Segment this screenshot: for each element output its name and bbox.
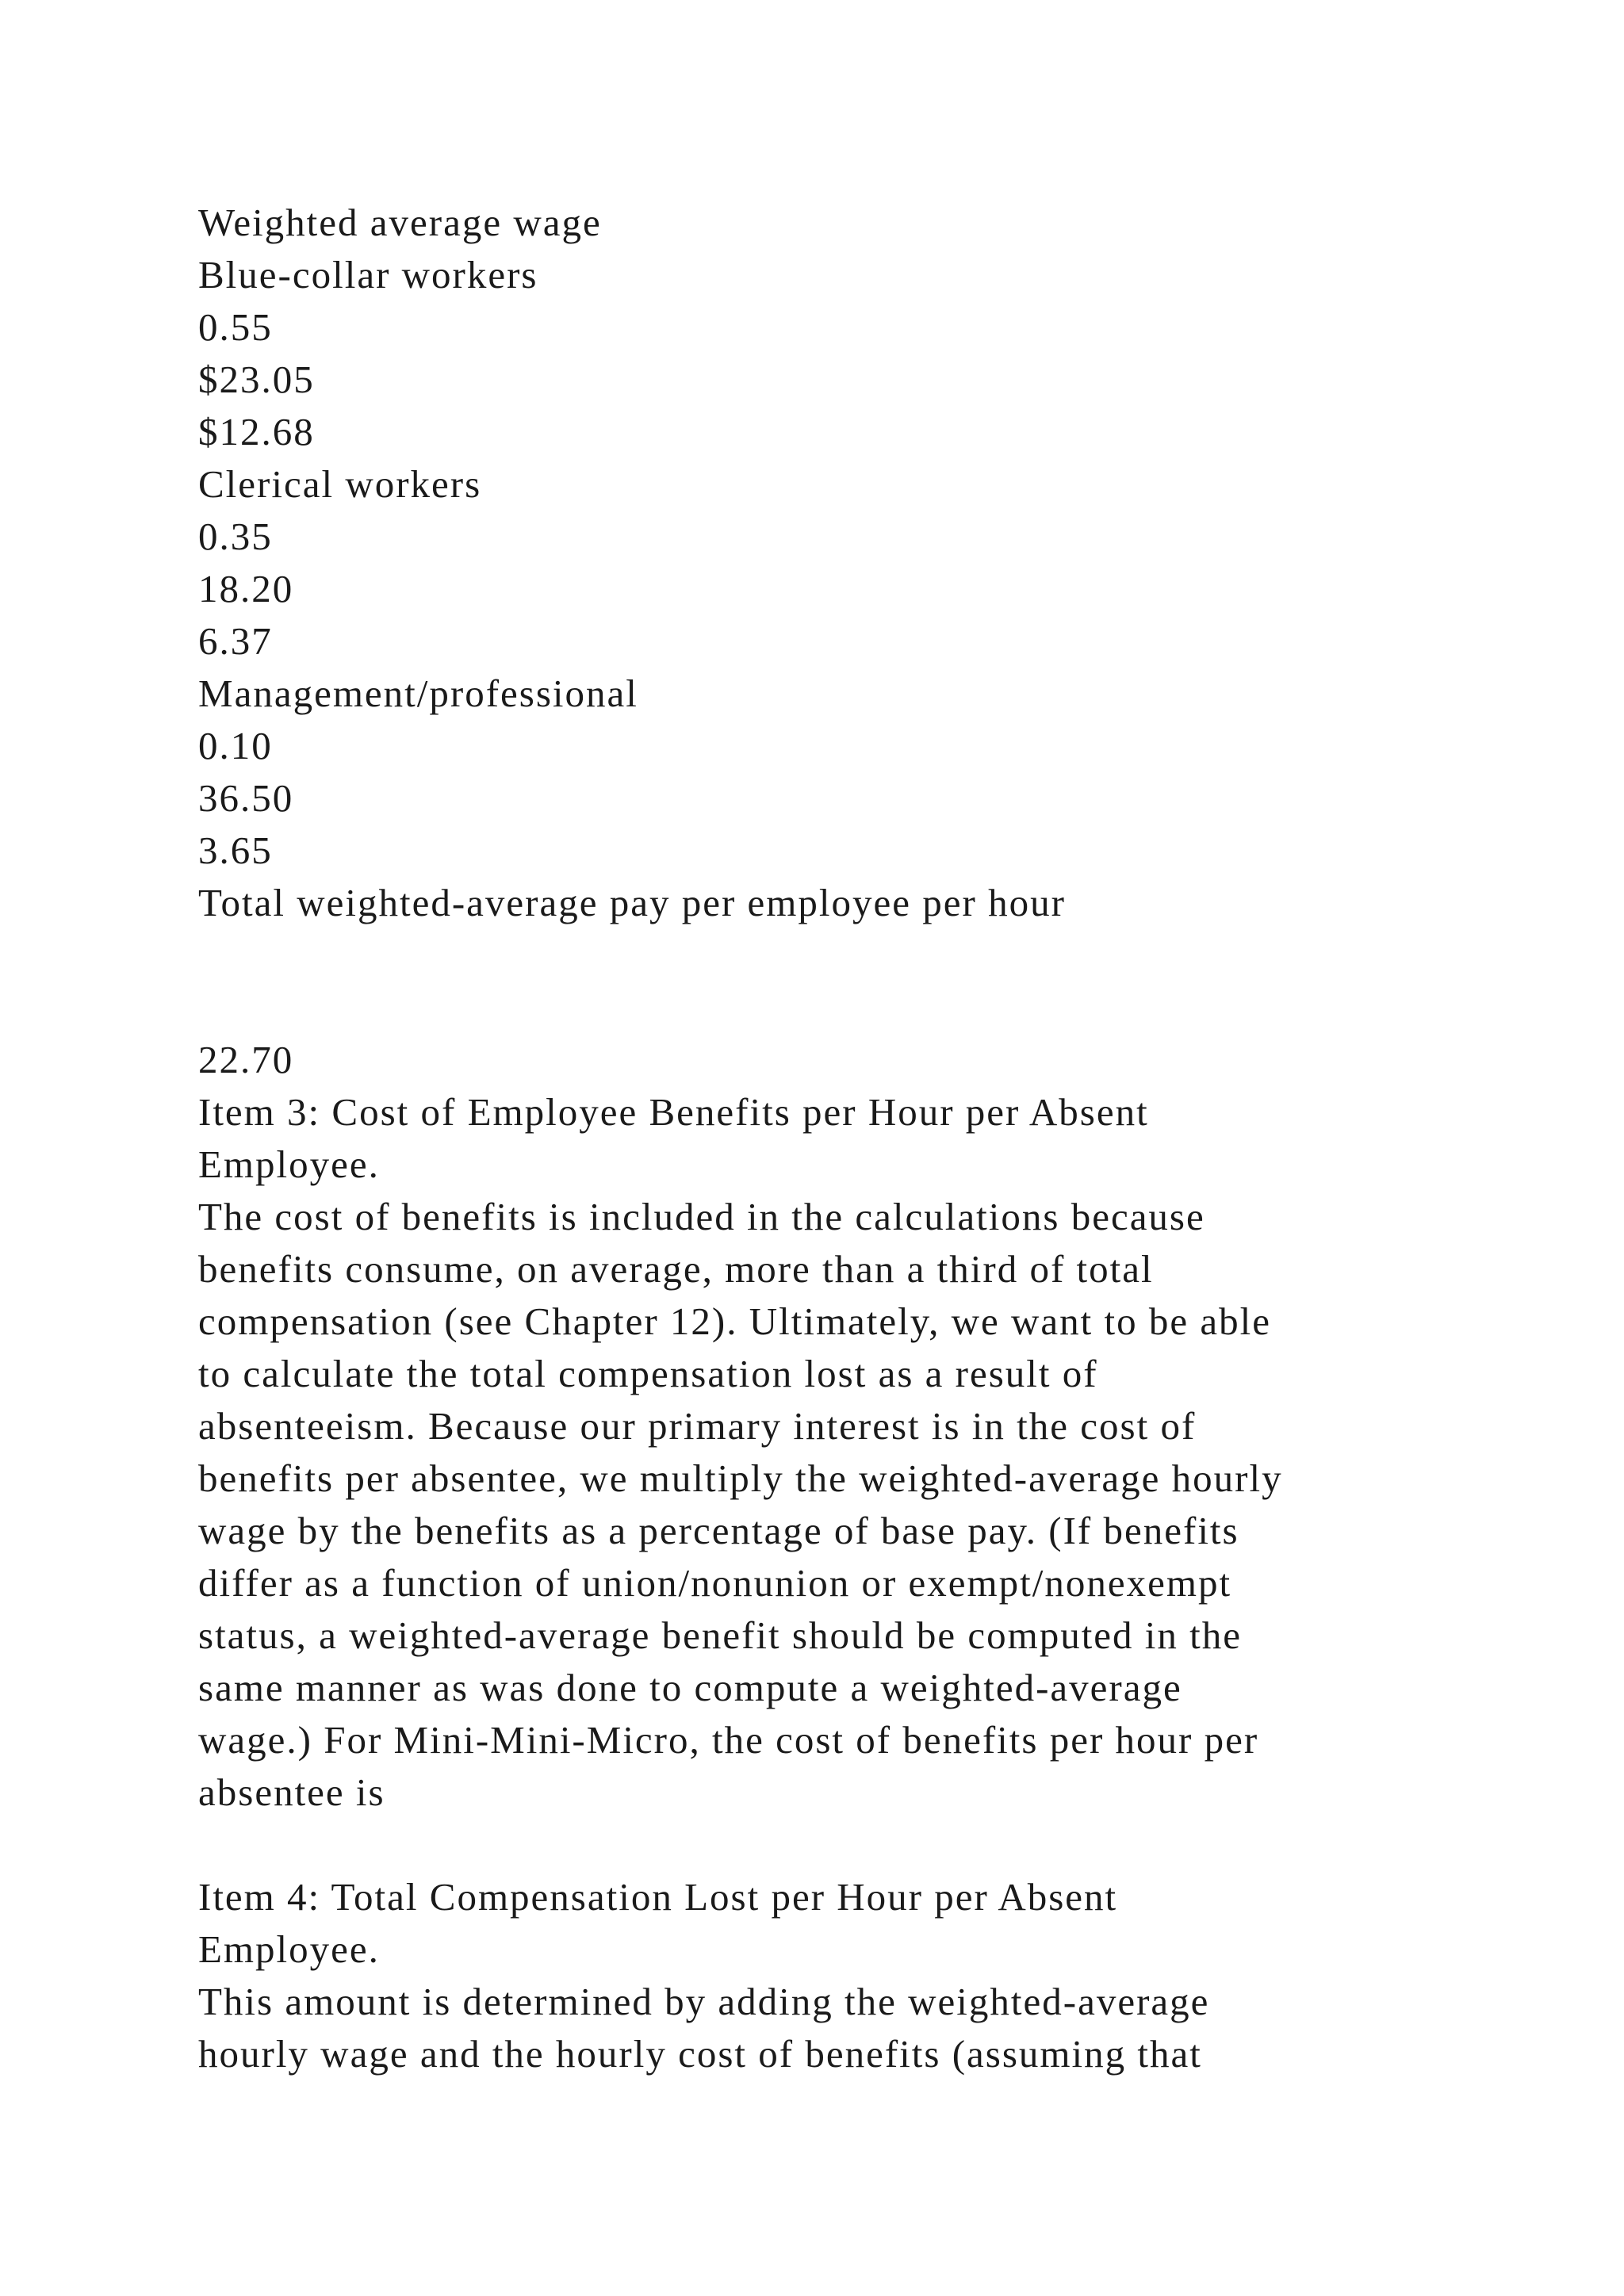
paragraph-line: differ as a function of union/nonunion or exempt/nonexempt <box>198 1561 1232 1605</box>
item4-body <box>198 1976 1435 2080</box>
row-label: Management/professional <box>198 672 638 715</box>
paragraph-line: same manner as was done to compute a weighted-average <box>198 1666 1182 1709</box>
spacer <box>198 929 1435 982</box>
row-wage: 18.20 <box>198 567 294 610</box>
paragraph-line: This amount is determined by adding the weighted-average <box>198 1980 1210 2023</box>
row-wage: $23.05 <box>198 358 315 401</box>
table-heading: Weighted average wage <box>198 201 602 244</box>
paragraph-line: wage.) For Mini-Mini-Micro, the cost of benefits per hour per <box>198 1718 1259 1762</box>
paragraph-line: absenteeism. Because our primary interest is in the cost of <box>198 1404 1197 1448</box>
row-label: Blue-collar workers <box>198 253 538 297</box>
item3-body <box>198 1191 1435 1819</box>
spacer <box>198 982 1435 1034</box>
row-weighted: 3.65 <box>198 828 273 872</box>
row-label: Clerical workers <box>198 462 482 506</box>
row-proportion: 0.10 <box>198 724 273 767</box>
item4-heading-cont: Employee. <box>198 1927 380 1971</box>
row-proportion: 0.35 <box>198 515 273 558</box>
document-page <box>198 197 1435 2080</box>
item4-heading: Item 4: Total Compensation Lost per Hour per Absent <box>198 1875 1118 1919</box>
row-wage: 36.50 <box>198 776 294 820</box>
paragraph-line: benefits per absentee, we multiply the weighted-average hourly <box>198 1456 1283 1500</box>
total-value: 22.70 <box>198 1038 294 1081</box>
paragraph-line: hourly wage and the hourly cost of benefits (assuming that <box>198 2032 1202 2076</box>
row-weighted: $12.68 <box>198 410 315 453</box>
paragraph-line: to calculate the total compensation lost as a result of <box>198 1352 1098 1395</box>
item3-heading: Item 3: Cost of Employee Benefits per Hour per Absent <box>198 1090 1149 1134</box>
paragraph-line: absentee is <box>198 1770 385 1814</box>
spacer <box>198 1819 1435 1871</box>
total-label: Total weighted-average pay per employee per hour <box>198 881 1066 924</box>
row-proportion: 0.55 <box>198 305 273 349</box>
paragraph-line: status, a weighted-average benefit should be computed in the <box>198 1613 1243 1657</box>
paragraph-line: compensation (see Chapter 12). Ultimately, we want to be able <box>198 1299 1271 1343</box>
paragraph-line: The cost of benefits is included in the calculations because <box>198 1195 1205 1238</box>
paragraph-line: benefits consume, on average, more than a third of total <box>198 1247 1154 1291</box>
item3-heading-cont: Employee. <box>198 1142 380 1186</box>
row-weighted: 6.37 <box>198 619 273 663</box>
paragraph-line: wage by the benefits as a percentage of base pay. (If benefits <box>198 1509 1239 1552</box>
